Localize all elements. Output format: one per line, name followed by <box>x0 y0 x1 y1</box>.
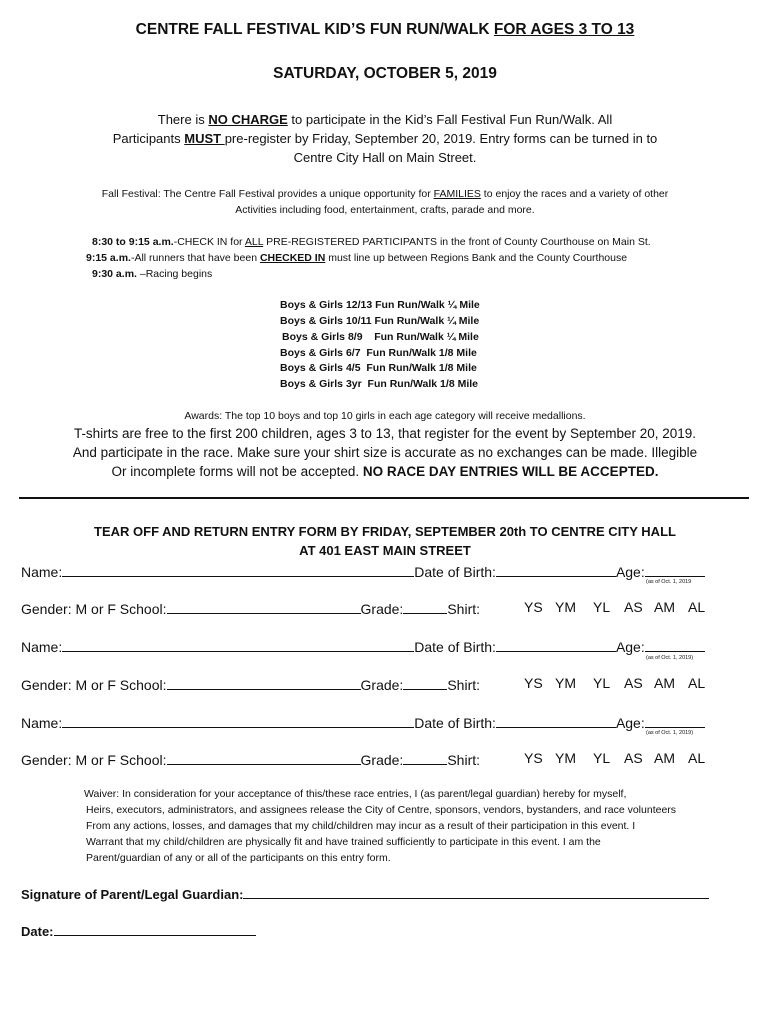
grade-label: Grade: <box>360 677 404 693</box>
grade-field[interactable] <box>403 750 447 765</box>
age-label: Age: <box>615 564 645 580</box>
name-row <box>21 562 705 580</box>
race-item: Boys & Girls 10/11 Fun Run/Walk ¼ Mile <box>280 315 480 327</box>
intro-line-1 <box>0 112 770 127</box>
page-title <box>0 21 770 39</box>
name-label: Name: <box>21 715 63 731</box>
name-row <box>21 637 705 655</box>
waiver-line: Heirs, executors, administrators, and assignees release the City of Centre, sponsors, vendors, bystanders, and race volunteers <box>86 804 677 816</box>
divider <box>19 497 749 499</box>
size-ys[interactable]: YS <box>524 750 543 766</box>
schedule-time: 8:30 to 9:15 a.m. <box>92 236 174 248</box>
size-yl[interactable]: YL <box>593 599 611 615</box>
intro-text: pre-register by Friday, September 20, 2019. Entry forms can be turned in to <box>224 131 658 146</box>
grade-field[interactable] <box>403 599 447 614</box>
gender-row <box>21 750 480 768</box>
size-yl[interactable]: YL <box>593 750 611 766</box>
name-field[interactable] <box>62 637 414 652</box>
name-label: Name: <box>21 639 63 655</box>
age-note: (as of Oct. 1, 2019) <box>646 655 694 661</box>
race-item: Boys & Girls 12/13 Fun Run/Walk ¼ Mile <box>280 299 480 311</box>
shirt-label: Shirt: <box>447 677 481 693</box>
age-field[interactable] <box>645 637 705 652</box>
title-text: CENTRE FALL FESTIVAL KID’S FUN RUN/WALK <box>135 21 494 38</box>
size-as[interactable]: AS <box>624 750 643 766</box>
schedule-emphasis: ALL <box>244 236 264 248</box>
race-item: Boys & Girls 8/9 Fun Run/Walk ¼ Mile <box>282 331 479 343</box>
signature-label: Signature of Parent/Legal Guardian: <box>21 887 244 902</box>
size-as[interactable]: AS <box>624 599 643 615</box>
no-race-day-entries: NO RACE DAY ENTRIES WILL BE ACCEPTED. <box>362 464 659 479</box>
gender-school-label: Gender: M or F School: <box>21 601 167 617</box>
schedule-time: 9:15 a.m. <box>86 252 131 264</box>
size-ym[interactable]: YM <box>555 750 576 766</box>
age-note: (as of Oct. 1, 2019) <box>646 730 694 736</box>
size-ym[interactable]: YM <box>555 675 576 691</box>
families: FAMILIES <box>433 188 481 200</box>
school-field[interactable] <box>167 599 361 614</box>
size-al[interactable]: AL <box>688 599 706 615</box>
date-row <box>21 921 256 939</box>
schedule-emphasis: CHECKED IN <box>259 252 326 264</box>
waiver-line: From any actions, losses, and damages that my child/children may incur as a result of their participation in this event. I <box>86 820 636 832</box>
schedule-item <box>92 268 212 280</box>
age-note: (as of Oct. 1, 2019 <box>646 579 692 585</box>
size-ym[interactable]: YM <box>555 599 576 615</box>
intro-text: There is <box>157 112 209 127</box>
gender-school-label: Gender: M or F School: <box>21 677 167 693</box>
schedule-text: -All runners that have been <box>130 252 260 264</box>
age-label: Age: <box>615 639 645 655</box>
size-as[interactable]: AS <box>624 675 643 691</box>
gender-school-label: Gender: M or F School: <box>21 752 167 768</box>
grade-label: Grade: <box>360 752 404 768</box>
school-field[interactable] <box>167 750 361 765</box>
festival-line-2: Activities including food, entertainment, crafts, parade and more. <box>235 204 535 216</box>
age-field[interactable] <box>645 713 705 728</box>
dob-label: Date of Birth: <box>414 639 496 655</box>
race-item: Boys & Girls 6/7 Fun Run/Walk 1/8 Mile <box>280 347 477 359</box>
size-al[interactable]: AL <box>688 750 706 766</box>
size-am[interactable]: AM <box>654 599 675 615</box>
signature-row <box>21 884 709 902</box>
schedule-text: must line up between Regions Bank and the County Courthouse <box>325 252 628 264</box>
race-item: Boys & Girls 4/5 Fun Run/Walk 1/8 Mile <box>280 362 477 374</box>
intro-text: to participate in the Kid’s Fall Festival Fun Run/Walk. All <box>287 112 613 127</box>
festival-text: Fall Festival: The Centre Fall Festival provides a unique opportunity for <box>101 188 434 200</box>
date-field[interactable] <box>54 921 256 936</box>
form-heading-1: TEAR OFF AND RETURN ENTRY FORM BY FRIDAY, SEPTEMBER 20th TO CENTRE CITY HALL <box>94 524 676 539</box>
tshirt-text: Or incomplete forms will not be accepted. <box>111 464 363 479</box>
festival-text: to enjoy the races and a variety of other <box>480 188 669 200</box>
size-ys[interactable]: YS <box>524 599 543 615</box>
waiver-line: Warrant that my child/children are physically fit and have trained sufficiently to participate in this event. I am the <box>86 836 601 848</box>
size-ys[interactable]: YS <box>524 675 543 691</box>
name-label: Name: <box>21 564 63 580</box>
dob-field[interactable] <box>496 713 616 728</box>
tshirt-line-2: And participate in the race. Make sure your shirt size is accurate as no exchanges can be made. Illegible <box>72 445 698 460</box>
name-row <box>21 713 705 731</box>
size-am[interactable]: AM <box>654 750 675 766</box>
must: MUST <box>184 131 225 146</box>
grade-field[interactable] <box>403 675 447 690</box>
no-charge: NO CHARGE <box>208 112 288 127</box>
schedule-item <box>86 252 627 264</box>
schedule-time: 9:30 a.m. <box>92 268 137 280</box>
event-date: SATURDAY, OCTOBER 5, 2019 <box>273 65 497 82</box>
gender-row <box>21 599 480 617</box>
festival-line-1 <box>0 188 770 200</box>
size-am[interactable]: AM <box>654 675 675 691</box>
intro-line-2 <box>0 131 770 146</box>
dob-label: Date of Birth: <box>414 715 496 731</box>
schedule-text: PRE-REGISTERED PARTICIPANTS in the front of County Courthouse on Main St. <box>263 236 651 248</box>
size-yl[interactable]: YL <box>593 675 611 691</box>
shirt-label: Shirt: <box>447 752 481 768</box>
dob-field[interactable] <box>496 562 616 577</box>
schedule-item <box>92 236 651 248</box>
name-field[interactable] <box>62 562 414 577</box>
date-label: Date: <box>21 924 54 939</box>
title-ages: FOR AGES 3 TO 13 <box>493 21 635 38</box>
waiver-line: Parent/guardian of any or all of the participants on this entry form. <box>86 852 391 864</box>
schedule-text: –Racing begins <box>136 268 213 280</box>
race-item: Boys & Girls 3yr Fun Run/Walk 1/8 Mile <box>280 378 478 390</box>
schedule-text: -CHECK IN for <box>173 236 245 248</box>
name-field[interactable] <box>62 713 414 728</box>
size-al[interactable]: AL <box>688 675 706 691</box>
awards-text: Awards: The top 10 boys and top 10 girls in each age category will receive medallions. <box>184 410 586 422</box>
age-label: Age: <box>615 715 645 731</box>
dob-label: Date of Birth: <box>414 564 496 580</box>
gender-row <box>21 675 480 693</box>
dob-field[interactable] <box>496 637 616 652</box>
grade-label: Grade: <box>360 601 404 617</box>
tshirt-line-1: T-shirts are free to the first 200 children, ages 3 to 13, that register for the event by September 20, 2019. <box>73 426 697 441</box>
form-heading-2: AT 401 EAST MAIN STREET <box>299 543 471 558</box>
shirt-label: Shirt: <box>447 601 481 617</box>
school-field[interactable] <box>167 675 361 690</box>
intro-text: Participants <box>112 131 185 146</box>
waiver-line: Waiver: In consideration for your acceptance of this/these race entries, I (as parent/legal guardian) hereby for myself, <box>84 788 627 800</box>
age-field[interactable] <box>645 562 705 577</box>
signature-field[interactable] <box>243 884 709 899</box>
tshirt-line-3 <box>0 464 770 479</box>
intro-line-3: Centre City Hall on Main Street. <box>293 150 477 165</box>
